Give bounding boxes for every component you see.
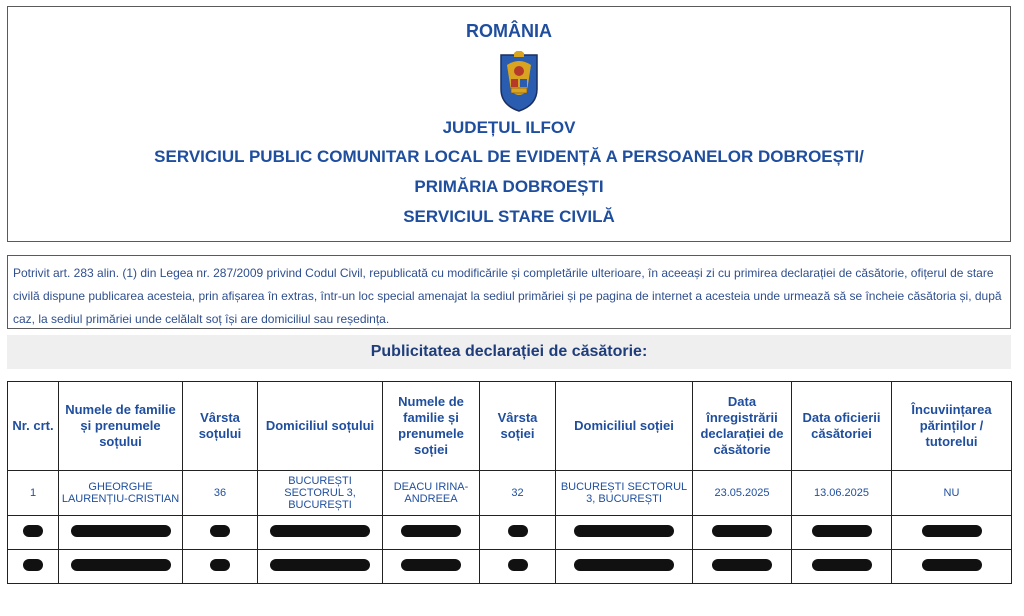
redaction-mark bbox=[922, 525, 982, 537]
redaction-mark bbox=[23, 525, 43, 537]
redaction-mark bbox=[210, 559, 230, 571]
col-wife-name: Numele de familie și prenumele soției bbox=[383, 382, 480, 471]
redaction-mark bbox=[210, 525, 230, 537]
redaction-mark bbox=[712, 559, 772, 571]
cell-husband-address: BUCUREȘTI SECTORUL 3, BUCUREȘTI bbox=[258, 471, 383, 516]
declarations-table bbox=[7, 381, 1012, 584]
redaction-mark bbox=[401, 559, 461, 571]
col-wife-age: Vârsta soției bbox=[480, 382, 556, 471]
document-header bbox=[7, 6, 1011, 242]
cell-nr: 1 bbox=[8, 471, 59, 516]
redaction-mark bbox=[71, 525, 171, 537]
cell-registration-date: 23.05.2025 bbox=[693, 471, 792, 516]
redaction-mark bbox=[922, 559, 982, 571]
cell-wife-name: DEACU IRINA-ANDREEA bbox=[383, 471, 480, 516]
col-wife-address: Domiciliul soției bbox=[556, 382, 693, 471]
town-hall-title: PRIMĂRIA DOBROEȘTI bbox=[414, 177, 604, 196]
redacted-row bbox=[8, 550, 1012, 584]
col-consent: Încuviințarea părinților / tutorelui bbox=[892, 382, 1012, 471]
section-title: Publicitatea declarației de căsătorie: bbox=[7, 335, 1011, 369]
table-header-row bbox=[8, 382, 1012, 471]
redaction-mark bbox=[812, 525, 872, 537]
redaction-mark bbox=[812, 559, 872, 571]
redaction-mark bbox=[401, 525, 461, 537]
redaction-mark bbox=[508, 559, 528, 571]
table-row bbox=[8, 471, 1012, 516]
cell-ceremony-date: 13.06.2025 bbox=[792, 471, 892, 516]
col-husband-name: Numele de familie și prenumele soțului bbox=[59, 382, 183, 471]
redaction-mark bbox=[270, 559, 370, 571]
country-title: ROMÂNIA bbox=[466, 21, 552, 41]
redaction-mark bbox=[574, 559, 674, 571]
redaction-mark bbox=[71, 559, 171, 571]
redaction-mark bbox=[23, 559, 43, 571]
redaction-mark bbox=[712, 525, 772, 537]
redacted-row bbox=[8, 516, 1012, 550]
cell-husband-age: 36 bbox=[183, 471, 258, 516]
cell-wife-address: BUCUREȘTI SECTORUL 3, BUCUREȘTI bbox=[556, 471, 693, 516]
service-title: SERVICIUL PUBLIC COMUNITAR LOCAL DE EVIDENȚĂ A PERSOANELOR DOBROEȘTI/ bbox=[154, 147, 864, 166]
redaction-mark bbox=[574, 525, 674, 537]
department-title: SERVICIUL STARE CIVILĂ bbox=[403, 207, 615, 226]
redaction-mark bbox=[508, 525, 528, 537]
col-registration-date: Data înregistrării declarației de căsătorie bbox=[693, 382, 792, 471]
col-nr: Nr. crt. bbox=[8, 382, 59, 471]
legal-notice: Potrivit art. 283 alin. (1) din Legea nr. 287/2009 privind Codul Civil, republicată cu modificările și completările ulterioare, în aceeași zi cu primirea declarației de căsătorie, ofițerul de stare civilă dispune publicarea acesteia, prin afișarea în extras, într-un loc special amenajat la sediul primăriei și pe pagina de internet a acesteia unde urmează să se încheie căsătoria și, după caz, la sediul primăriei unde celălalt soț își are domiciliul sau reședința. bbox=[7, 255, 1011, 329]
cell-husband-name: GHEORGHE LAURENȚIU-CRISTIAN bbox=[59, 471, 183, 516]
county-title: JUDEȚUL ILFOV bbox=[442, 118, 576, 137]
cell-consent: NU bbox=[892, 471, 1012, 516]
redaction-mark bbox=[270, 525, 370, 537]
col-husband-age: Vârsta soțului bbox=[183, 382, 258, 471]
col-ceremony-date: Data oficierii căsătoriei bbox=[792, 382, 892, 471]
coat-of-arms-icon bbox=[497, 51, 541, 113]
col-husband-address: Domiciliul soțului bbox=[258, 382, 383, 471]
cell-wife-age: 32 bbox=[480, 471, 556, 516]
